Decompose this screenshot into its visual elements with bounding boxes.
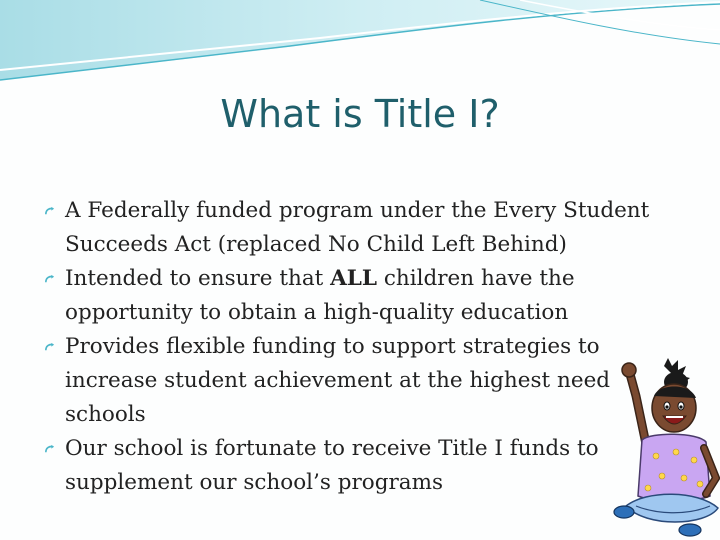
curved-arrow-bullet-icon [44, 342, 55, 353]
bullet-text [65, 432, 684, 500]
emphasis-text: ALL [330, 266, 378, 291]
bullet-line: supplement our school’s programs [65, 470, 443, 495]
bullet-line: Provides flexible funding to support strategies to [65, 334, 600, 359]
bullet-line: opportunity to obtain a high-quality education [65, 300, 569, 325]
slide-title: What is Title I? [220, 92, 500, 136]
bullet-text [65, 194, 684, 262]
bullet-line: Our school is fortunate to receive Title I funds to [65, 436, 599, 461]
bullet-item [44, 194, 684, 262]
bullet-line: Succeeds Act (replaced No Child Left Behind) [65, 232, 567, 257]
bullet-line: schools [65, 402, 146, 427]
girl-raising-hand-illustration [606, 356, 720, 540]
bullet-item [44, 262, 684, 330]
bullet-item [44, 432, 684, 500]
bullet-line: Intended to ensure that [65, 266, 331, 291]
curved-arrow-bullet-icon [44, 274, 55, 285]
bullet-item [44, 330, 684, 432]
bullet-text [65, 262, 684, 330]
bullet-text [65, 330, 684, 432]
bullet-list [44, 194, 684, 500]
header-wave-decoration [0, 0, 720, 90]
curved-arrow-bullet-icon [44, 206, 55, 217]
curved-arrow-bullet-icon [44, 444, 55, 455]
bullet-line: children have the [377, 266, 575, 291]
bullet-line: increase student achievement at the highest need [65, 368, 611, 393]
bullet-line: A Federally funded program under the Every Student [65, 198, 650, 223]
